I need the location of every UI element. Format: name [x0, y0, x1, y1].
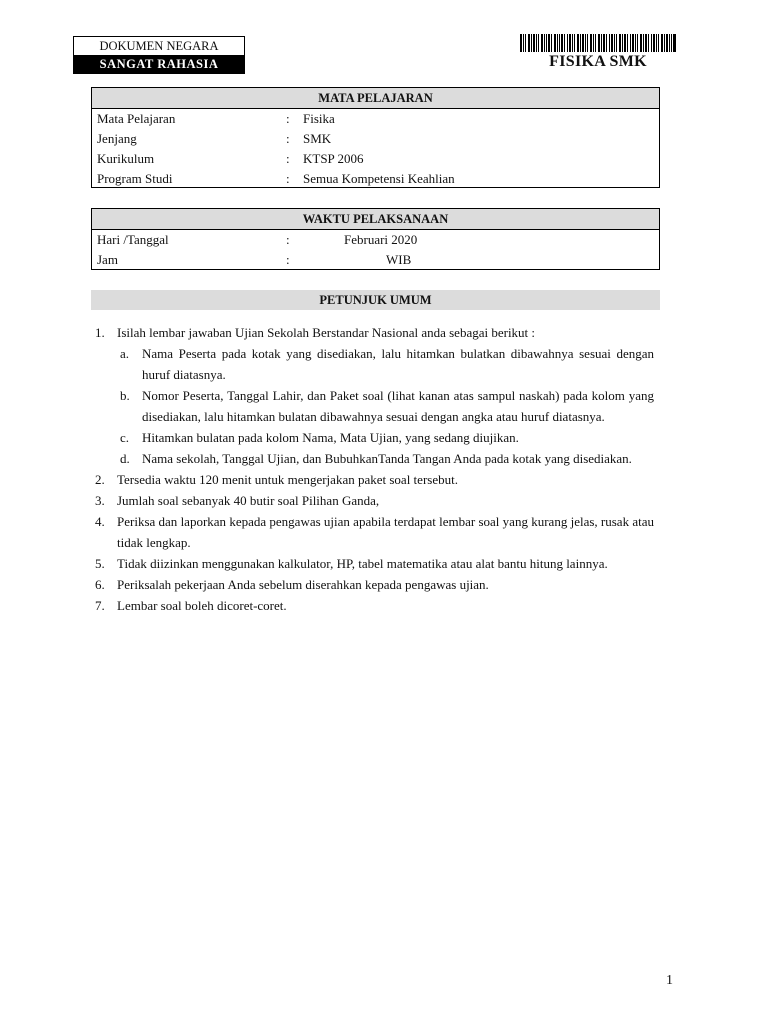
classification-top: DOKUMEN NEGARA	[99, 39, 219, 53]
info-value: Fisika	[303, 111, 335, 126]
info-row	[92, 129, 659, 149]
info-separator: :	[286, 151, 290, 166]
list-number: 4.	[95, 514, 105, 529]
list-text: Isilah lembar jawaban Ujian Sekolah Berstandar Nasional anda sebagai berikut :	[117, 325, 536, 340]
info-label: Mata Pelajaran	[97, 111, 176, 126]
info-separator: :	[286, 171, 290, 186]
subject-title: FISIKA SMK	[549, 53, 647, 70]
info-separator: :	[286, 232, 290, 247]
list-letter: d.	[120, 451, 130, 466]
info-label: Program Studi	[97, 171, 173, 186]
barcode-icon	[520, 34, 676, 52]
list-number: 6.	[95, 577, 105, 592]
list-number: 3.	[95, 493, 105, 508]
sub-list-item	[95, 343, 654, 385]
classification-bottom: SANGAT RAHASIA	[74, 55, 244, 73]
info-value: SMK	[303, 131, 332, 146]
list-text: Tidak diizinkan menggunakan kalkulator, HP, tabel matematika atau alat bantu hitung lainnya.	[117, 556, 608, 571]
list-text: Lembar soal boleh dicoret-coret.	[117, 598, 287, 613]
list-number: 7.	[95, 598, 105, 613]
info-row	[92, 169, 659, 189]
petunjuk-heading: PETUNJUK UMUM	[91, 290, 660, 310]
mata-pelajaran-box	[91, 87, 660, 188]
sub-list-item	[95, 385, 654, 427]
page-number: 1	[666, 973, 673, 988]
info-separator: :	[286, 252, 290, 267]
info-label: Jam	[97, 252, 118, 267]
info-label: Hari /Tanggal	[97, 232, 169, 247]
list-item	[95, 511, 654, 553]
list-text: Tersedia waktu 120 menit untuk mengerjakan paket soal tersebut.	[117, 472, 458, 487]
info-value: WIB	[386, 252, 412, 267]
info-row	[92, 109, 659, 129]
list-letter: c.	[120, 430, 130, 445]
list-item	[95, 574, 654, 595]
list-letter: b.	[120, 388, 130, 403]
info-value: Semua Kompetensi Keahlian	[303, 171, 455, 186]
info-label: Jenjang	[97, 131, 137, 146]
instruction-list	[95, 322, 654, 616]
list-text: Jumlah soal sebanyak 40 butir soal Pilihan Ganda,	[117, 493, 380, 508]
info-value: KTSP 2006	[303, 151, 364, 166]
info-value: Februari 2020	[344, 232, 418, 247]
list-text: Periksalah pekerjaan Anda sebelum diserahkan kepada pengawas ujian.	[117, 577, 489, 592]
list-number: 5.	[95, 556, 105, 571]
sub-list-item	[95, 448, 654, 469]
list-item	[95, 595, 654, 616]
list-text: Nomor Peserta, Tanggal Lahir, dan Paket soal (lihat kanan atas sampul naskah) pada kolom yang disediakan, lalu hitamkan bulatan dibawahnya sesuai dengan angka atau huruf diatasnya.	[142, 388, 654, 424]
list-item	[95, 490, 654, 511]
list-number: 1.	[95, 325, 105, 340]
list-text: Nama sekolah, Tanggal Ujian, dan BubuhkanTanda Tangan Anda pada kotak yang disediakan.	[142, 451, 632, 466]
list-text: Hitamkan bulatan pada kolom Nama, Mata Ujian, yang sedang diujikan.	[142, 430, 519, 445]
list-number: 2.	[95, 472, 105, 487]
info-separator: :	[286, 131, 290, 146]
list-item	[95, 553, 654, 574]
list-text: Nama Peserta pada kotak yang disediakan, lalu hitamkan bulatkan dibawahnya sesuai dengan huruf diatasnya.	[142, 346, 654, 382]
waktu-heading: WAKTU PELAKSANAAN	[92, 209, 659, 230]
classification-stamp	[73, 36, 245, 74]
waktu-pelaksanaan-box	[91, 208, 660, 270]
info-row	[92, 149, 659, 169]
info-label: Kurikulum	[97, 151, 155, 166]
info-row	[92, 230, 659, 250]
info-row	[92, 250, 659, 270]
mata-pelajaran-heading: MATA PELAJARAN	[92, 88, 659, 109]
sub-list-item	[95, 427, 654, 448]
list-letter: a.	[120, 346, 130, 361]
list-item	[95, 469, 654, 490]
list-text: Periksa dan laporkan kepada pengawas ujian apabila terdapat lembar soal yang kurang jelas, rusak atau tidak lengkap.	[117, 514, 654, 550]
info-separator: :	[286, 111, 290, 126]
list-item	[95, 322, 654, 343]
